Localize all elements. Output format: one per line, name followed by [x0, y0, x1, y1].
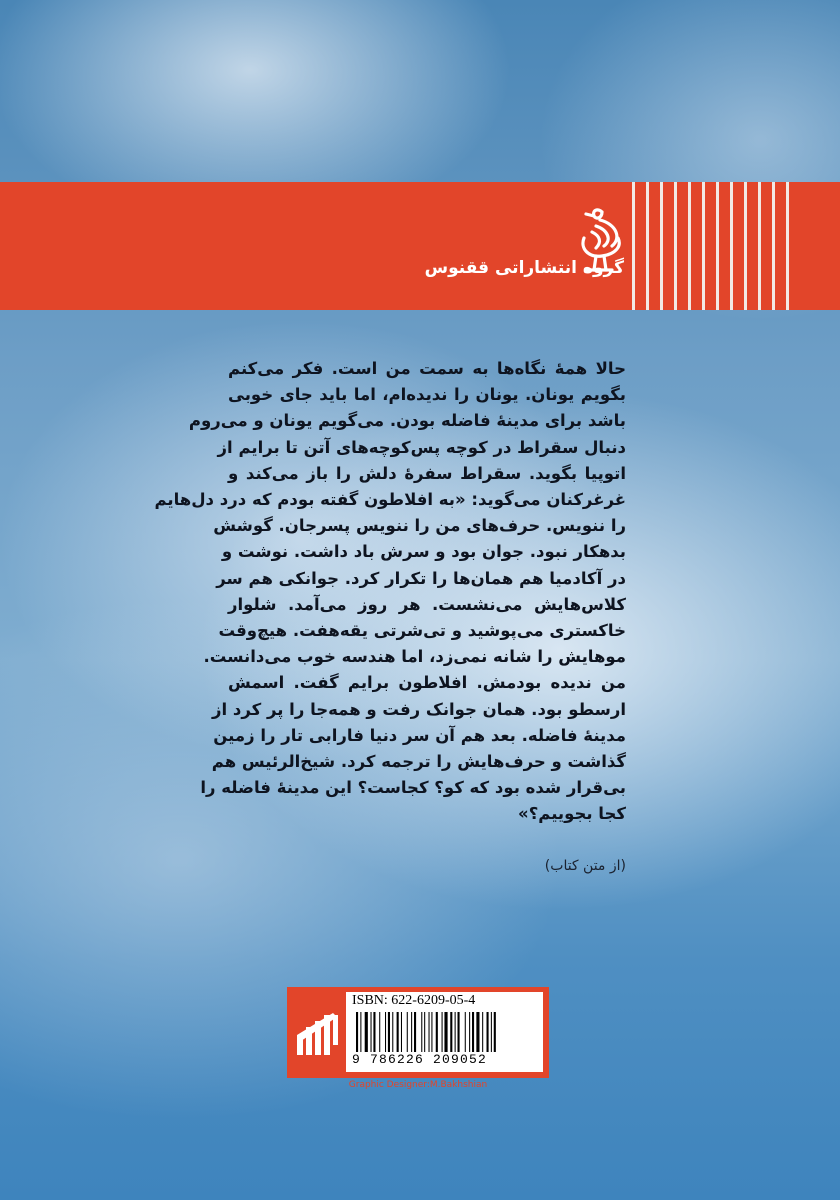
barcode-bar [424, 1012, 425, 1052]
barcode-bar [421, 1012, 422, 1052]
barcode-bar [442, 1012, 443, 1052]
barcode-bar [491, 1012, 492, 1052]
barcode-bar [379, 1012, 380, 1052]
barcode-digits: 9 786226 209052 [352, 1052, 488, 1067]
publisher-band [0, 182, 840, 310]
excerpt-line: غرغرکنان می‌گوید: «به افلاطون گفته بودم که درد دل‌هایم [154, 490, 626, 510]
barcode-bar [436, 1012, 438, 1052]
book-excerpt [154, 356, 626, 828]
excerpt-line: کجا بجوییم؟» [518, 804, 626, 824]
barcode-bar [494, 1012, 496, 1052]
excerpt-line: بگویم یونان. یونان را ندیده‌ام، اما باید جای خوبی [228, 385, 626, 405]
barcode-bar [411, 1012, 412, 1052]
barcode-bar [450, 1012, 452, 1052]
barcode-bar [397, 1012, 399, 1052]
barcode-bar [487, 1012, 489, 1052]
excerpt-line: من ندیده بودمش. افلاطون برایم گفت. اسمش [228, 673, 626, 693]
barcode-bar [414, 1012, 416, 1052]
barcode-bar [388, 1012, 390, 1052]
designer-credit: Graphic Designer:M.Bakhshian [348, 1080, 488, 1090]
excerpt-line: در آکادمیا هم همان‌ها را تکرار کرد. جوانکی هم سر [216, 568, 626, 588]
barcode-bar [429, 1012, 430, 1052]
barcode [346, 992, 543, 1072]
barcode-bar [385, 1012, 386, 1052]
barcode-bar [401, 1012, 402, 1052]
barcode-bar [431, 1012, 432, 1052]
isbn-label: ISBN: 622-6209-05-4 [352, 993, 476, 1008]
excerpt-line: کلاس‌هایش می‌نشست. هر روز می‌آمد. شلوار [228, 594, 626, 614]
excerpt-line: موهایش را شانه نمی‌زد، اما هندسه خوب می‌دانست. [203, 647, 626, 667]
barcode-bar [455, 1012, 456, 1052]
barcode-bar [407, 1012, 408, 1052]
barcode-bar [469, 1012, 470, 1052]
stripes-edge [798, 182, 840, 310]
barcode-bar [444, 1012, 447, 1052]
excerpt-line: ارسطو بود. همان جوانک رفت و همه‌جا را پر کرد از [212, 699, 626, 719]
excerpt-source: (از متن کتاب) [544, 858, 626, 874]
barcode-bar [360, 1012, 361, 1052]
barcode-bar [472, 1012, 474, 1052]
excerpt-line: اتوپیا بگوید. سقراط سفرهٔ دلش را باز می‌کند و [228, 463, 626, 483]
excerpt-line: مدینهٔ فاضله. بعد هم آن سر دنیا فارابی تار را زمین [213, 725, 626, 745]
barcode-panel [287, 987, 549, 1078]
barcode-bar [392, 1012, 393, 1052]
barcode-bar [458, 1012, 460, 1052]
barcode-bar [371, 1012, 372, 1052]
excerpt-line: را ننویس. حرف‌های من را ننویس پسرجان. گوشش [213, 516, 626, 536]
barcode-bar [356, 1012, 358, 1052]
excerpt-line: گذاشت و حرف‌هایش را ترجمه کرد. شیخ‌الرئیس هم [211, 752, 626, 772]
imprint-logo-icon [293, 1005, 341, 1061]
publisher-name: گروه انتشاراتی ققنوس [424, 258, 624, 278]
excerpt-line: بدهکار نبود. جوان بود و سرش باد داشت. نوشت و [221, 542, 626, 562]
excerpt-line: خاکستری می‌پوشید و تی‌شرتی یقه‌هفت. هیچ‌وقت [218, 621, 626, 641]
barcode-bars [354, 1012, 538, 1052]
barcode-bar [465, 1012, 466, 1052]
excerpt-line: بی‌قرار شده بود که کو؟ کجاست؟ این مدینهٔ فاضله را [200, 778, 626, 798]
barcode-bar [482, 1012, 483, 1052]
excerpt-line: حالا همهٔ نگاه‌ها به سمت من است. فکر می‌کنم [228, 359, 626, 378]
barcode-bar [373, 1012, 375, 1052]
barcode-bar [476, 1012, 479, 1052]
excerpt-line: باشد برای مدینهٔ فاضله بودن. می‌گویم یونان و می‌روم [188, 411, 626, 431]
excerpt-line: دنبال سقراط در کوچه پس‌کوچه‌های آتن تا برایم از [217, 437, 626, 457]
barcode-bar [365, 1012, 368, 1052]
